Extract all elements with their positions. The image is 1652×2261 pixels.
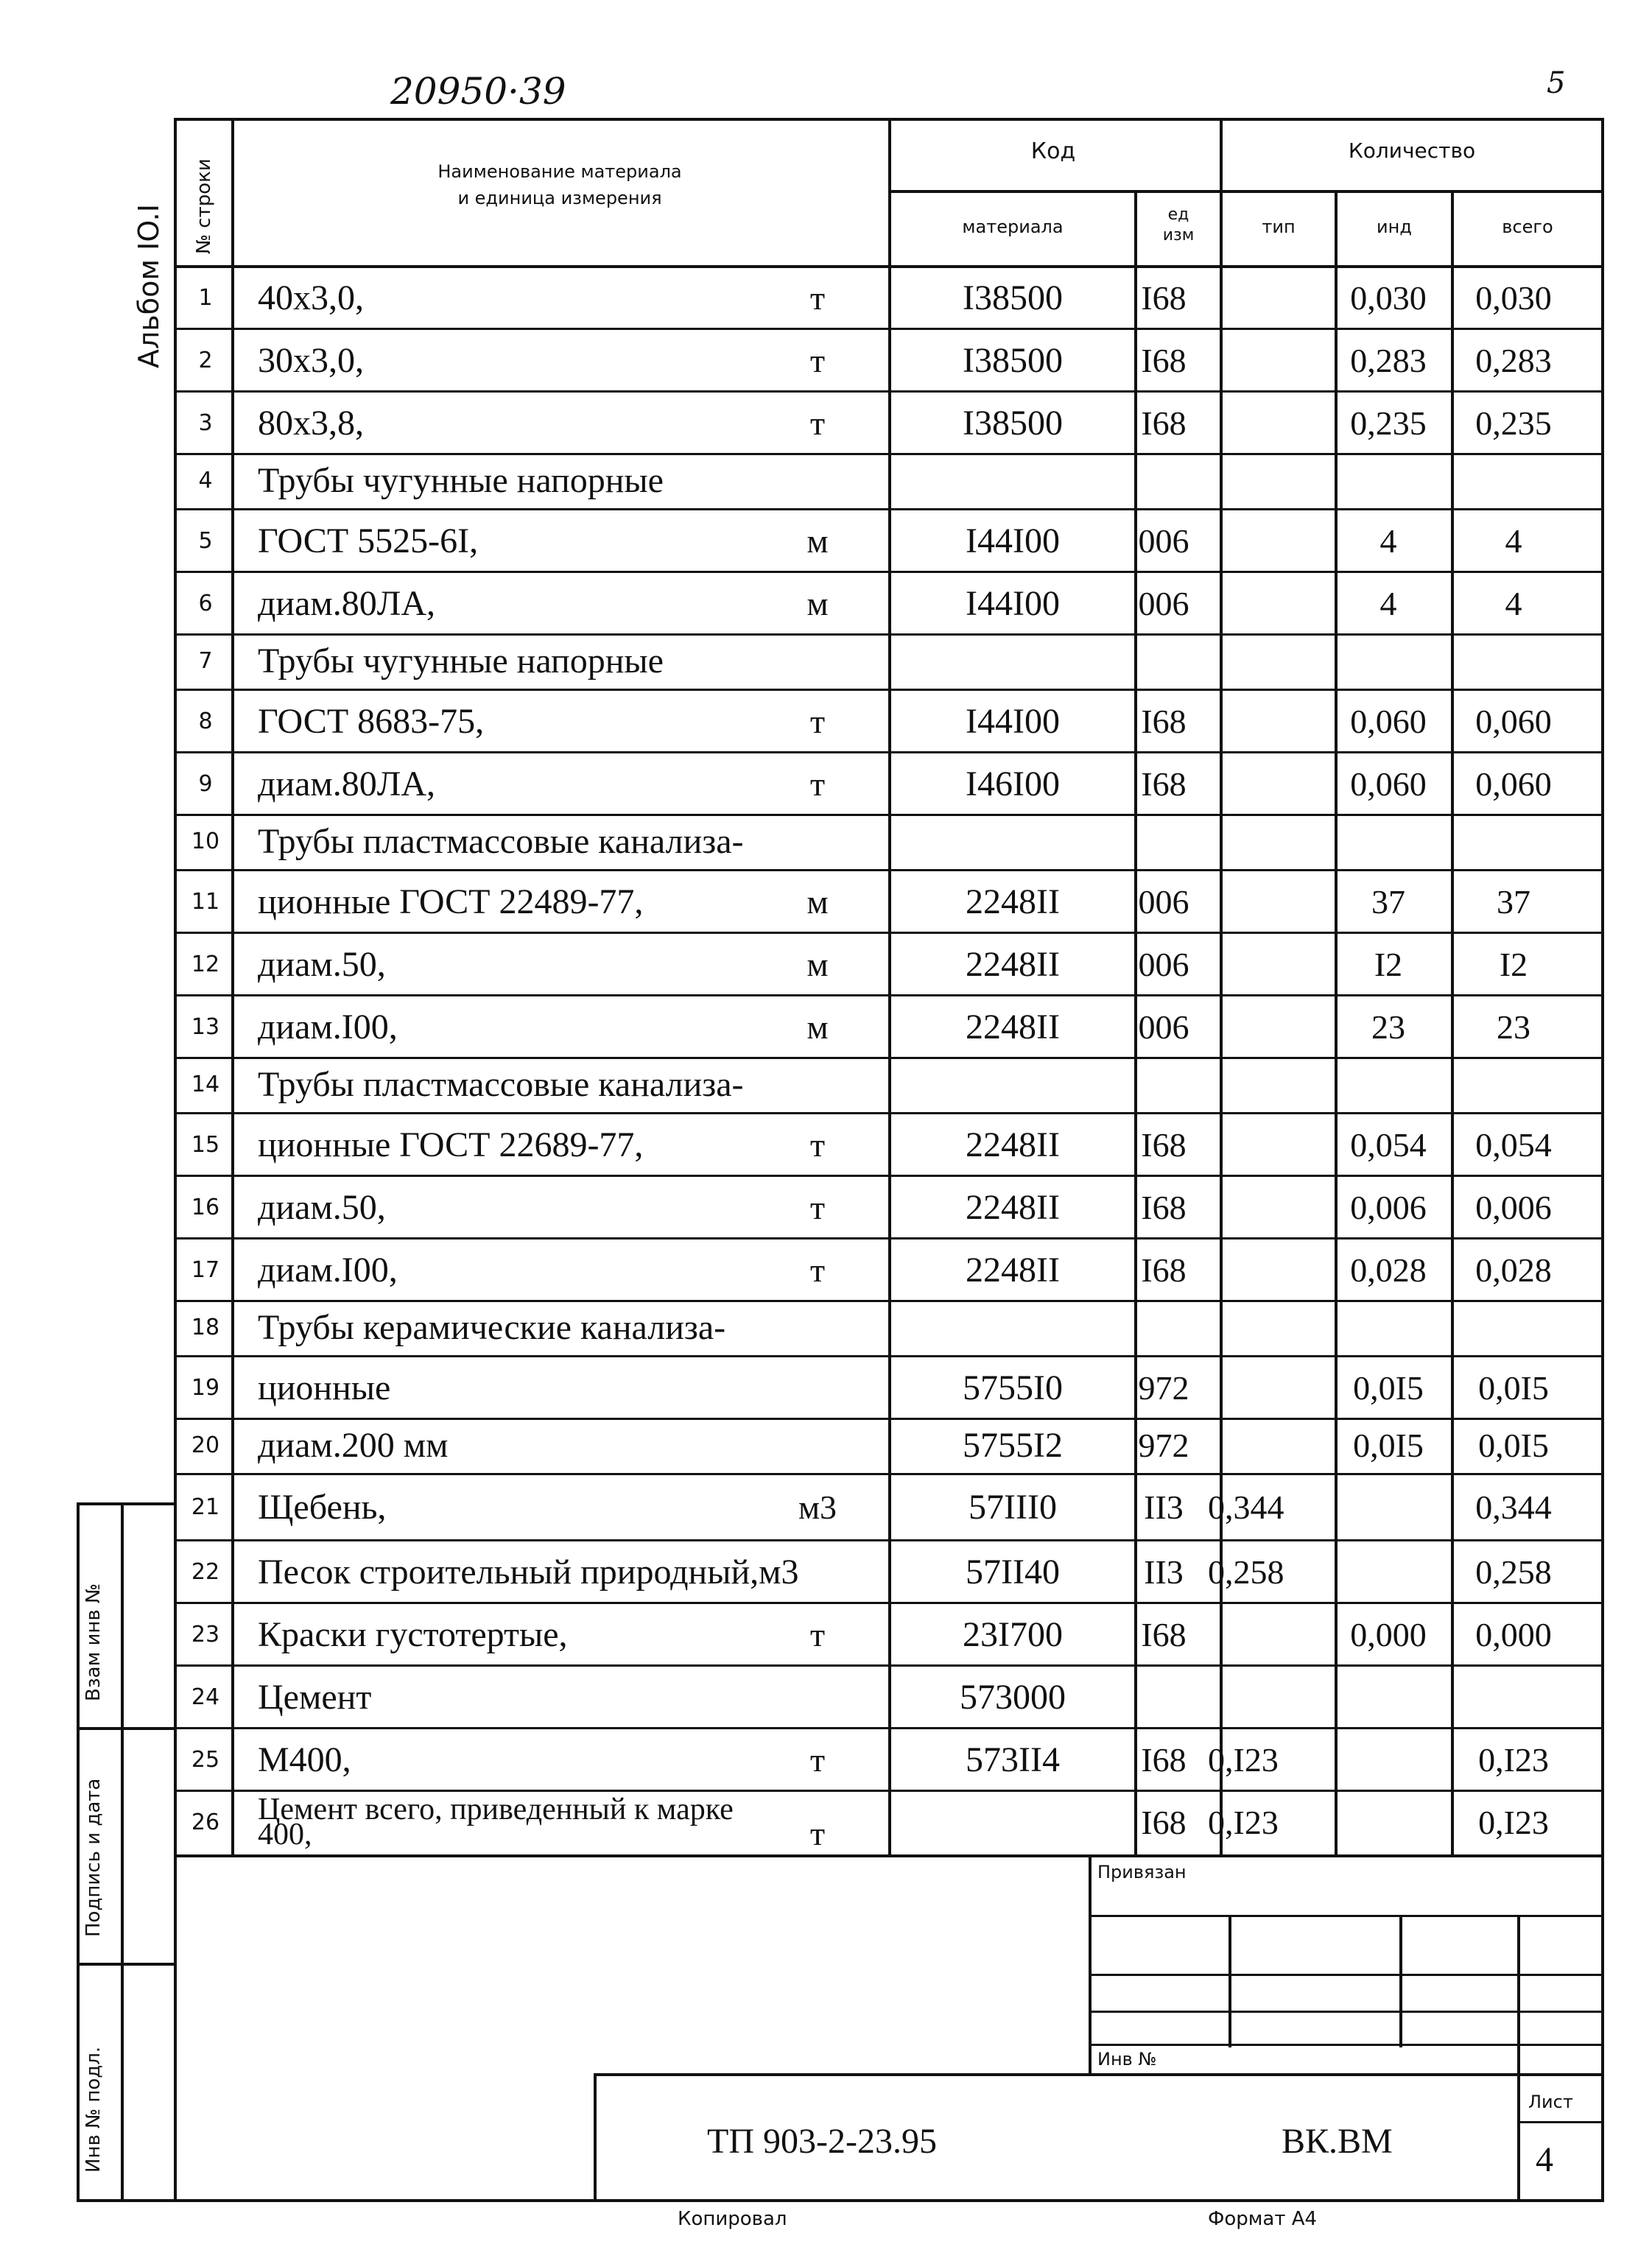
table-row	[0, 996, 1652, 1058]
table-row	[0, 329, 1652, 391]
qty-ind: 0,060	[1350, 702, 1427, 740]
header-quantity: Количество	[1348, 138, 1476, 163]
unit: т	[809, 1251, 826, 1289]
table-row	[0, 814, 1652, 869]
unit: м3	[798, 1488, 837, 1526]
material-name: ционные ГОСТ 22689-77,	[258, 1125, 644, 1164]
table-row	[0, 1176, 1652, 1238]
unit: т	[809, 1615, 826, 1653]
unit: м	[806, 1008, 829, 1046]
unit-code: I68	[1141, 404, 1187, 442]
material-code: I38500	[963, 403, 1063, 443]
unit: т	[809, 341, 826, 379]
header-code-material: материала	[962, 217, 1064, 237]
table-row	[0, 510, 1652, 572]
unit: м	[806, 945, 829, 983]
qty-ind: 0,283	[1350, 341, 1427, 379]
qty-ind: 23	[1371, 1008, 1405, 1046]
material-code: 2248II	[966, 1007, 1060, 1047]
unit-code: 006	[1138, 945, 1189, 983]
unit-code: 006	[1138, 521, 1189, 560]
margin-vzam-label: Взам инв №	[82, 1583, 105, 1701]
unit-code: I68	[1141, 341, 1187, 379]
qty-total: I2	[1499, 945, 1528, 983]
material-name: 30x3,0,	[258, 340, 364, 380]
margin-podpis-label: Подпись и дата	[82, 1778, 105, 1937]
project-code: ТП 903-2-23.95	[707, 2122, 937, 2161]
material-name: Цемент всего, приведенный к марке 400,	[258, 1793, 734, 1852]
unit-code: I68	[1141, 764, 1187, 803]
row-number: 7	[198, 648, 213, 674]
unit-code: II3	[1144, 1488, 1184, 1526]
unit-code: I68	[1141, 1188, 1187, 1226]
material-name: Трубы керамические канализа-	[258, 1308, 726, 1347]
row-number: 9	[198, 770, 213, 797]
material-code: 2248II	[966, 1125, 1060, 1164]
unit: т	[809, 404, 826, 442]
material-name: Краски густотертые,	[258, 1614, 568, 1654]
material-code: 2248II	[966, 1250, 1060, 1290]
qty-total: 0,060	[1475, 702, 1552, 740]
row-number: 1	[198, 284, 213, 311]
table-row	[0, 1057, 1652, 1112]
material-code: I46I00	[966, 764, 1060, 804]
sheet-number: 4	[1536, 2140, 1553, 2179]
qty-total: 0,I23	[1478, 1803, 1549, 1841]
row-number: 19	[191, 1374, 220, 1401]
header-row-no: № строки	[193, 158, 215, 254]
material-name: Трубы чугунные напорные	[258, 461, 664, 500]
row-number: 23	[191, 1621, 220, 1648]
qty-total: 4	[1505, 584, 1522, 622]
unit-code: I68	[1141, 278, 1187, 317]
table-row	[0, 933, 1652, 995]
qty-total: 0,344	[1475, 1488, 1552, 1526]
material-name: ционные ГОСТ 22489-77,	[258, 882, 644, 921]
unit-code: I68	[1141, 1125, 1187, 1164]
material-code: I44I00	[966, 701, 1060, 741]
material-name: ГОСТ 5525-6I,	[258, 521, 479, 560]
qty-ind: 37	[1371, 882, 1405, 921]
unit: т	[809, 1188, 826, 1226]
row-number: 25	[191, 1746, 220, 1773]
qty-total: 0,054	[1475, 1125, 1552, 1164]
qty-total: 23	[1497, 1008, 1530, 1046]
table-row	[0, 1666, 1652, 1728]
table-row	[0, 1476, 1652, 1538]
qty-total: 0,030	[1475, 278, 1552, 317]
material-name: ционные	[258, 1368, 391, 1407]
material-code: 23I700	[963, 1614, 1063, 1654]
unit-code: II3	[1144, 1553, 1184, 1591]
row-number: 10	[191, 829, 220, 854]
table-row	[0, 871, 1652, 932]
unit-code: 006	[1138, 584, 1189, 622]
table-row	[0, 1114, 1652, 1175]
material-name: диам.80ЛА,	[258, 583, 436, 623]
row-number: 26	[191, 1809, 220, 1835]
row-number: 12	[191, 951, 220, 977]
unit: м	[806, 521, 829, 560]
qty-ind: 0,235	[1350, 404, 1427, 442]
material-name: 80x3,8,	[258, 403, 364, 443]
privyazan-label: Привязан	[1097, 1862, 1187, 1882]
unit: м	[806, 584, 829, 622]
material-code: 57III0	[969, 1487, 1057, 1527]
row-number: 16	[191, 1194, 220, 1220]
qty-ind: 0,0I5	[1353, 1427, 1424, 1464]
material-name: М400,	[258, 1740, 351, 1779]
qty-ind: I2	[1374, 945, 1403, 983]
qty-total: 0,235	[1475, 404, 1552, 442]
row-number: 3	[198, 409, 213, 436]
unit: т	[809, 1740, 826, 1779]
table-row	[0, 1239, 1652, 1301]
row-number: 17	[191, 1256, 220, 1283]
unit-code: I68	[1141, 1251, 1187, 1289]
header-qty-ind: инд	[1377, 217, 1412, 237]
material-name: ГОСТ 8683-75,	[258, 701, 485, 741]
material-code: I38500	[963, 278, 1063, 317]
row-number: 21	[191, 1494, 220, 1520]
unit-code: 972	[1138, 1368, 1189, 1407]
footer-copied: Копировал	[678, 2208, 787, 2230]
table-row	[0, 753, 1652, 815]
footer-format: Формат А4	[1208, 2208, 1318, 2230]
material-code: 2248II	[966, 1187, 1060, 1227]
row-number: 11	[191, 888, 220, 915]
row-number: 14	[191, 1072, 220, 1097]
table-row	[0, 1357, 1652, 1418]
unit-code: I68	[1141, 702, 1187, 740]
material-name: диам.50,	[258, 1187, 386, 1227]
row-number: 2	[198, 347, 213, 373]
row-number: 6	[198, 590, 213, 616]
qty-type	[1208, 267, 1340, 328]
table-row	[0, 572, 1652, 634]
qty-ind: 0,0I5	[1353, 1368, 1424, 1407]
row-number: 15	[191, 1131, 220, 1158]
qty-total: 0,000	[1475, 1615, 1552, 1653]
table-row	[0, 1729, 1652, 1790]
material-name: Трубы чугунные напорные	[258, 641, 664, 681]
unit-code: I68	[1141, 1615, 1187, 1653]
qty-type: 0,258	[1208, 1553, 1284, 1591]
qty-ind: 0,054	[1350, 1125, 1427, 1164]
header-code-unit: ед изм	[1162, 205, 1195, 245]
qty-total: 37	[1497, 882, 1530, 921]
material-code: I44I00	[966, 583, 1060, 623]
qty-total: 0,0I5	[1478, 1427, 1549, 1464]
table-row	[0, 1418, 1652, 1473]
material-name: диам.80ЛА,	[258, 764, 436, 804]
row-number: 22	[191, 1558, 220, 1585]
header-qty-type: тип	[1262, 217, 1296, 237]
row-number: 8	[198, 708, 213, 734]
row-number: 5	[198, 527, 213, 554]
unit: т	[809, 764, 826, 803]
material-code: 5755I2	[963, 1426, 1063, 1465]
material-code: 57II40	[966, 1552, 1060, 1592]
header-code: Код	[1030, 138, 1076, 164]
table-row	[0, 267, 1652, 328]
material-code: 2248II	[966, 882, 1060, 921]
material-code: I38500	[963, 340, 1063, 380]
margin-inv-podl-label: Инв № подл.	[82, 2046, 105, 2173]
qty-type: 0,I23	[1208, 1803, 1279, 1841]
material-name: диам.I00,	[258, 1250, 398, 1290]
section-code: ВК.ВМ	[1282, 2122, 1393, 2161]
material-code: I44I00	[966, 521, 1060, 560]
qty-total: 4	[1505, 521, 1522, 560]
row-number: 18	[191, 1315, 220, 1340]
qty-total: 0,006	[1475, 1188, 1552, 1226]
material-name: диам.I00,	[258, 1007, 398, 1047]
material-name: Трубы пластмассовые канализа-	[258, 1065, 744, 1104]
unit-code: 972	[1138, 1427, 1189, 1464]
material-name: диам.200 мм	[258, 1426, 449, 1465]
unit-code: 006	[1138, 882, 1189, 921]
qty-total: 0,028	[1475, 1251, 1552, 1289]
qty-total: 0,258	[1475, 1553, 1552, 1591]
unit: т	[809, 278, 826, 317]
material-name: 40x3,0,	[258, 278, 364, 317]
table-row	[0, 453, 1652, 508]
header-qty-total: всего	[1502, 217, 1553, 237]
qty-type: 0,344	[1208, 1488, 1284, 1526]
sheet-label: Лист	[1528, 2092, 1573, 2112]
qty-ind: 0,030	[1350, 278, 1427, 317]
material-code: 573II4	[966, 1740, 1060, 1779]
header-name: Наименование материала и единица измерения	[437, 161, 682, 208]
inv-no-label: Инв №	[1097, 2049, 1157, 2070]
qty-type: 0,I23	[1208, 1740, 1279, 1779]
material-code: 2248II	[966, 944, 1060, 984]
unit: м	[806, 882, 829, 921]
qty-total: 0,060	[1475, 764, 1552, 803]
qty-ind: 4	[1379, 521, 1397, 560]
qty-ind: 4	[1379, 584, 1397, 622]
table-row	[0, 1603, 1652, 1665]
album-label: Альбом IO.I	[133, 204, 165, 368]
qty-ind: 0,028	[1350, 1251, 1427, 1289]
row-number: 4	[198, 468, 213, 493]
unit: т	[809, 1815, 826, 1852]
material-name: диам.50,	[258, 944, 386, 984]
unit-code: I68	[1141, 1740, 1187, 1779]
material-name: Щебень,	[258, 1487, 387, 1527]
table-row	[0, 1791, 1652, 1853]
qty-ind: 0,000	[1350, 1615, 1427, 1653]
table-row	[0, 690, 1652, 752]
material-name: Цемент	[258, 1677, 372, 1717]
row-number: 13	[191, 1013, 220, 1040]
unit: т	[809, 702, 826, 740]
material-code: 5755I0	[963, 1368, 1063, 1407]
table-row	[0, 1541, 1652, 1603]
table-row	[0, 633, 1652, 689]
qty-total: 0,0I5	[1478, 1368, 1549, 1407]
qty-total: 0,283	[1475, 341, 1552, 379]
qty-ind: 0,060	[1350, 764, 1427, 803]
qty-type	[1208, 329, 1340, 391]
corner-mark: 5	[1547, 66, 1566, 100]
material-name: Песок строительный природный,м3	[258, 1552, 799, 1592]
qty-total: 0,I23	[1478, 1740, 1549, 1779]
document-number: 20950·39	[390, 70, 566, 113]
qty-ind: 0,006	[1350, 1188, 1427, 1226]
row-number: 20	[191, 1432, 220, 1458]
unit: т	[809, 1125, 826, 1164]
row-number: 24	[191, 1684, 220, 1710]
unit-code: I68	[1141, 1803, 1187, 1841]
material-code: 573000	[960, 1677, 1066, 1717]
table-row	[0, 1300, 1652, 1355]
unit-code: 006	[1138, 1008, 1189, 1046]
material-name: Трубы пластмассовые канализа-	[258, 822, 744, 861]
table-row	[0, 392, 1652, 454]
qty-type	[1208, 392, 1340, 454]
